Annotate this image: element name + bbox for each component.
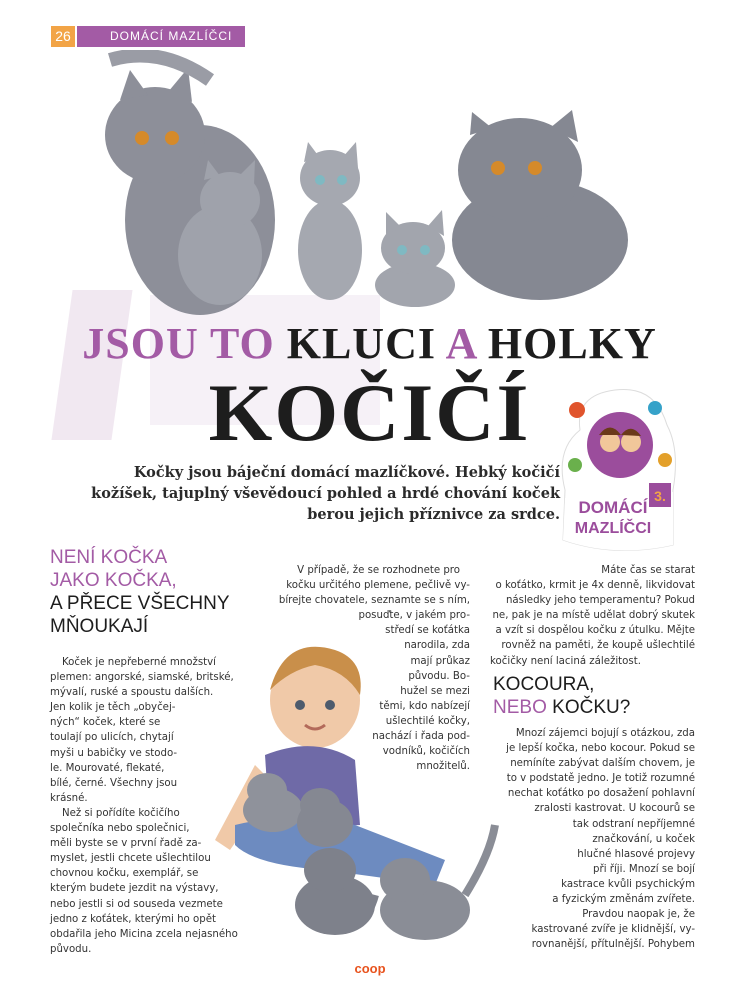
badge-number: 3.	[654, 488, 666, 504]
col1-line: mývalí, ruské a spoustu dalších.	[50, 687, 214, 699]
kitten-2	[298, 142, 362, 300]
col2-line: posuďte, v jakém pro-	[358, 610, 470, 622]
col1-line: chovnou kočku, exemplář, se	[50, 868, 199, 880]
col1-line: Jen kolik je těch „obyčej-	[50, 702, 176, 714]
heading-line: KOCOURA,	[493, 674, 595, 695]
col1-line: krásné.	[50, 792, 88, 804]
col1-line: jedno z koťátek, kterými ho opět	[50, 913, 216, 925]
col4-line: tak odstraní nepříjemné	[572, 818, 695, 830]
col1-line: obdařila jeho Micina zcela nejasného	[50, 928, 238, 940]
animal-icon	[648, 401, 662, 415]
col1-line: plemen: angorské, siamské, britské,	[50, 672, 234, 684]
col2-line: V případě, že se rozhodnete pro	[297, 565, 460, 576]
col3-line: rovněž na paměti, že koupě ušlechtilé	[501, 640, 695, 652]
col1-line: Než si pořídíte kočičího	[62, 807, 180, 819]
title-word-jsou-to: JSOU TO	[82, 319, 275, 368]
col2-line: množitelů.	[416, 761, 470, 773]
col2-line: středí se koťátka	[385, 625, 470, 637]
heading-line: NENÍ KOČKA	[50, 547, 168, 568]
col1-line: původu.	[50, 943, 92, 955]
col4-line: značkování, u koček	[592, 833, 695, 845]
col4-line: je lepší kočka, nebo kocour. Pokud se	[506, 743, 695, 755]
badge-line-1: DOMÁCÍ	[578, 498, 648, 517]
col3-line: následky jeho temperamentu? Pokud	[505, 595, 695, 607]
col3-line: a vzít si dospělou kočku z útulku. Mějte	[495, 625, 695, 637]
coop-logo: coop	[354, 961, 386, 976]
col1-line: nebo jestli si od souseda vezmete	[50, 898, 223, 910]
section-tab: DOMÁCÍ MAZLÍČCI	[77, 26, 245, 47]
col1-line: ných“ koček, které se	[50, 717, 161, 729]
heading-line: JAKO KOČKA,	[50, 570, 177, 591]
col4-line: kastrace kvůli psychickým	[561, 878, 695, 890]
col1-line: toulají po ulicích, chytají	[50, 732, 174, 744]
col2-line: původu. Bo-	[408, 670, 470, 682]
animal-icon	[568, 458, 582, 472]
col4-line: při říji. Mnozí se bojí	[593, 863, 695, 875]
col2-line: vodníků, kočičích	[382, 746, 470, 758]
col2-line: těmi, kdo nabízejí	[379, 700, 470, 712]
col3-line: kočičky není laciná záležitost.	[490, 655, 641, 667]
animal-icon	[658, 453, 672, 467]
heading-line: KOČKU?	[552, 697, 631, 718]
kitten-3	[375, 210, 455, 307]
col3-line: ne, pak je na místě udělat dobrý skutek	[492, 610, 695, 622]
page-number: 26	[51, 26, 75, 47]
col4-line: kastrované zvíře je klidnější, vy-	[531, 924, 695, 936]
adult-cat-right	[452, 110, 628, 300]
title-line-1	[0, 318, 739, 369]
title-word-holky: HOLKY	[487, 319, 657, 368]
title-word-kluci: KLUCI	[286, 319, 436, 368]
col2-line: mají průkaz	[410, 655, 470, 667]
col1-line: kterým budete jezdit na výstavy,	[50, 883, 219, 895]
col2-line: ušlechtilé kočky,	[385, 715, 470, 727]
col4-line: nemíníte zabývat dalším chovem, je	[510, 758, 695, 770]
col4-line: nechat koťátko po dosažení pohlavní	[507, 788, 695, 800]
col1-line: společníka nebo společnici,	[50, 823, 190, 835]
heading-line: MŇOUKAJÍ	[50, 616, 149, 637]
col4-line: zralosti kastrovat. U kocourů se	[534, 803, 695, 815]
col2-line: narodila, zda	[404, 640, 470, 652]
lead-paragraph: Kočky jsou báječní domácí mazlíčkové. Hebký kočičí kožíšek, tajuplný vševědoucí pohled a hrdé chování koček berou jejich příznivce za srdce.	[91, 464, 560, 523]
heading-line: A PŘECE VŠECHNY	[50, 593, 230, 614]
col2-line: nachází i řada pod-	[372, 731, 470, 743]
col4-line: to v podstatě jedno. Je totiž rozumné	[506, 773, 695, 785]
col4-line: a fyzickým změnám zvířete.	[552, 894, 695, 906]
col3-line: o koťátko, krmit je 4x denně, likvidovat	[495, 580, 695, 592]
col1-line: myslet, jestli chcete ušlechtilou	[50, 853, 211, 865]
col3-line: Máte čas se starat	[601, 565, 695, 576]
col4-line: rovnanější, přítulnější. Pohybem	[531, 939, 695, 951]
col4-line: hlučné hlasové projevy	[577, 848, 695, 860]
cats-photo	[80, 50, 680, 315]
child-with-kittens-photo	[195, 625, 525, 955]
title-line-2: KOČIČÍ	[208, 367, 531, 458]
col1-line: Koček je nepřeberné množství	[62, 657, 217, 668]
title-word-a: A	[445, 319, 476, 368]
heading-line: NEBO	[493, 697, 547, 718]
col2-line: kočku určitého plemene, pečlivě vy-	[286, 580, 470, 592]
col1-line: le. Mourovaté, flekaté,	[50, 762, 165, 774]
animal-icon	[569, 402, 585, 418]
col1-line: myši u babičky ve stodo-	[50, 747, 178, 759]
series-badge	[555, 380, 680, 555]
badge-line-2: MAZLÍČCI	[574, 520, 652, 537]
col2-line: bírejte chovatele, seznamte se s ním,	[278, 595, 470, 607]
col4-line: Mnozí zájemci bojují s otázkou, zda	[515, 728, 695, 739]
col1-line: bílé, černé. Všechny jsou	[50, 777, 178, 789]
col1-line: měli byste se v první řadě za-	[50, 838, 202, 850]
col2-line: hužel se mezi	[400, 685, 470, 697]
col4-line: Pravdou naopak je, že	[582, 909, 695, 921]
